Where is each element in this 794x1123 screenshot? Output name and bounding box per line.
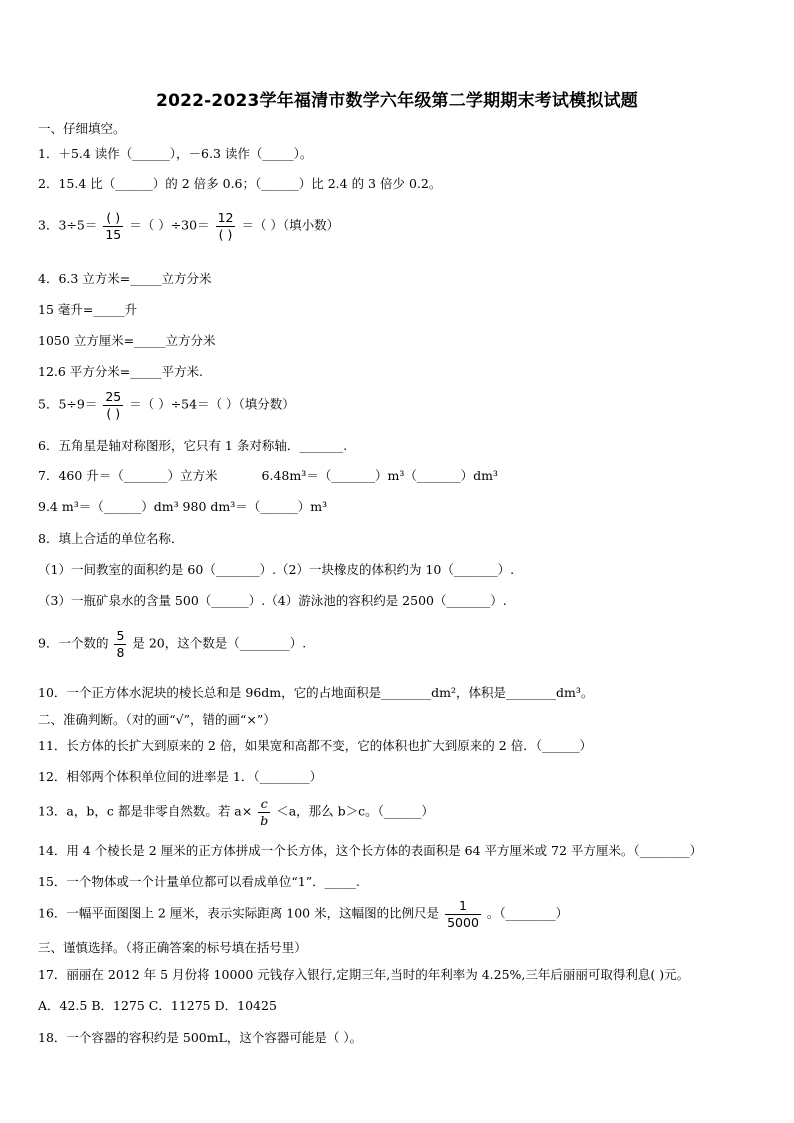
question-17: 17．丽丽在 2012 年 5 月份将 10000 元钱存入银行,定期三年,当时的年利率为 4.25%,三年后丽丽可取得利息( )元。 xyxy=(38,967,690,982)
q5-fraction-den: ( ) xyxy=(106,405,121,421)
q5-text-a: 5．5÷9＝ xyxy=(38,396,98,412)
section-heading-choice: 三、谨慎选择。（将正确答案的标号填在括号里） xyxy=(38,940,307,955)
page-title: 2022-2023学年福清市数学六年级第二学期期末考试模拟试题 xyxy=(156,91,638,111)
section-heading-judge: 二、准确判断。（对的画“√”，错的画“×”） xyxy=(38,712,276,727)
q3-fraction-2-den: ( ) xyxy=(218,226,233,242)
q5-text-b: ＝（ ）÷54＝（ ）（填分数） xyxy=(129,396,295,412)
q16-fraction-num: 1 xyxy=(445,898,481,915)
q3-text-c: ＝（ ）（填小数） xyxy=(241,217,340,233)
q9-fraction xyxy=(114,628,126,660)
q5-fraction xyxy=(103,389,123,421)
q3-text-b: ＝（ ）÷30＝ xyxy=(129,217,210,233)
question-2: 2．15.4 比（______）的 2 倍多 0.6；（______）比 2.4 的 3 倍少 0.2。 xyxy=(38,176,442,191)
question-7-line-1 xyxy=(38,470,498,483)
question-18: 18．一个容器的容积约是 500mL，这个容器可能是（ ）。 xyxy=(38,1030,363,1045)
q3-fraction-1-num: ( ) xyxy=(103,210,123,227)
question-5 xyxy=(38,389,295,421)
q7-part-b: 6.48m³＝（_______）m³（_______）dm³ xyxy=(261,468,498,483)
q9-fraction-num: 5 xyxy=(116,628,125,643)
question-1: 1．＋5.4 读作（______），－6.3 读作（_____）。 xyxy=(38,146,313,161)
q5-fraction-num: 25 xyxy=(105,389,122,404)
q9-text-a: 9．一个数的 xyxy=(38,635,109,651)
q16-text-b: 。（________） xyxy=(486,905,569,921)
question-6: 6．五角星是轴对称图形，它只有 1 条对称轴．_______. xyxy=(38,438,348,453)
section-heading-fill: 一、仔细填空。 xyxy=(38,121,126,136)
question-14: 14．用 4 个棱长是 2 厘米的正方体拼成一个长方体，这个长方体的表面积是 64 平方厘米或 72 平方厘米。（________） xyxy=(38,843,703,858)
question-7-line-2: 9.4 m³＝（______）dm³ 980 dm³＝（______）m³ xyxy=(38,499,328,514)
question-4-line-1: 4．6.3 立方米=_____立方分米 xyxy=(38,271,212,286)
q3-fraction-1 xyxy=(103,210,123,242)
question-9 xyxy=(38,628,306,660)
q13-text-a: 13．a，b，c 都是非零自然数。若 a× xyxy=(38,803,253,819)
q3-fraction-1-den: 15 xyxy=(105,226,122,242)
q13-text-b: ＜a，那么 b＞c。（______） xyxy=(276,803,434,819)
q16-fraction-den: 5000 xyxy=(447,914,479,930)
question-3 xyxy=(38,210,339,242)
question-12: 12．相邻两个体积单位间的进率是 1．（________） xyxy=(38,769,323,784)
question-4-line-4: 12.6 平方分米=_____平方米. xyxy=(38,364,204,379)
question-13 xyxy=(38,796,434,828)
question-8-line-1: （1）一间教室的面积约是 60（_______）.（2）一块橡皮的体积约为 10（_______）. xyxy=(38,562,515,577)
q3-text-a: 3．3÷5＝ xyxy=(38,217,98,233)
q13-fraction-den: b xyxy=(260,812,269,828)
q9-text-b: 是 20，这个数是（________）. xyxy=(132,635,307,651)
q13-fraction xyxy=(258,796,270,828)
question-10: 10．一个正方体水泥块的棱长总和是 96dm，它的占地面积是________dm²，体积是________dm³。 xyxy=(38,685,594,700)
q3-fraction-2-num: 12 xyxy=(217,210,234,225)
q16-fraction xyxy=(445,898,481,930)
q3-fraction-2 xyxy=(216,210,236,242)
question-8: 8．填上合适的单位名称． xyxy=(38,531,184,546)
question-8-line-2: （3）一瓶矿泉水的含量 500（______）.（4）游泳池的容积约是 2500（_______）. xyxy=(38,593,507,608)
question-16 xyxy=(38,898,568,930)
q13-fraction-num: c xyxy=(258,796,270,813)
q7-part-a: 7．460 升＝（_______）立方米 xyxy=(38,468,218,483)
q16-text-a: 16．一幅平面图图上 2 厘米，表示实际距离 100 米，这幅图的比例尺是 xyxy=(38,905,440,921)
question-11: 11．长方体的长扩大到原来的 2 倍，如果宽和高都不变，它的体积也扩大到原来的 2 倍．（______） xyxy=(38,738,592,753)
question-15: 15．一个物体或一个计量单位都可以看成单位“1”．_____. xyxy=(38,874,360,889)
question-17-options: A．42.5 B．1275 C．11275 D．10425 xyxy=(38,998,277,1013)
question-4-line-3: 1050 立方厘米=_____立方分米 xyxy=(38,333,216,348)
question-4-line-2: 15 毫升=_____升 xyxy=(38,302,138,317)
q9-fraction-den: 8 xyxy=(116,644,125,660)
